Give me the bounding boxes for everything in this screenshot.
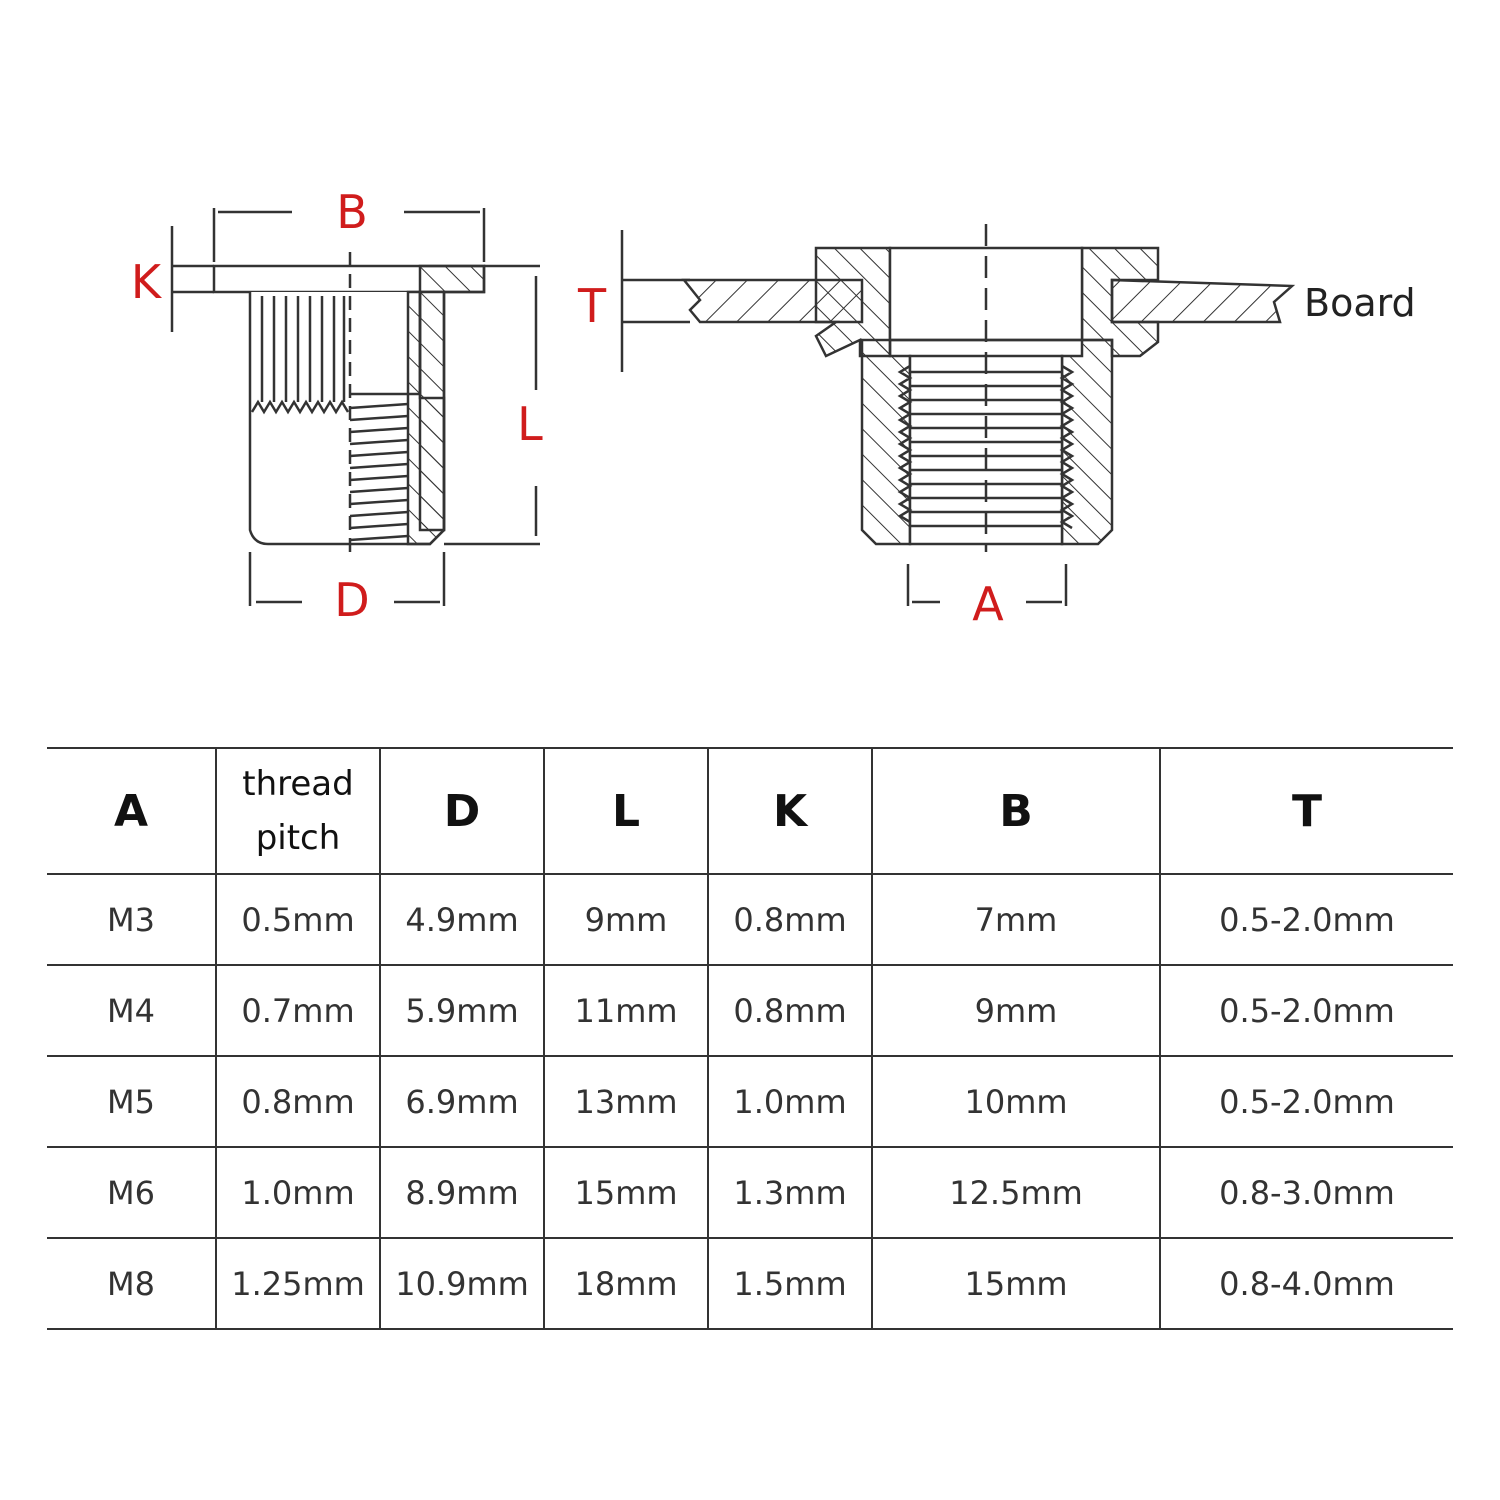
- cell-b: 7mm: [872, 874, 1160, 965]
- table-row: [47, 1056, 1453, 1147]
- side-view-drawing: [172, 208, 540, 606]
- cell-t: 0.8-3.0mm: [1160, 1147, 1453, 1238]
- cell-l: 11mm: [544, 965, 708, 1056]
- header-b: B: [872, 748, 1160, 874]
- cell-l: 15mm: [544, 1147, 708, 1238]
- board-label: Board: [1304, 281, 1416, 325]
- installed-view-drawing: [622, 224, 1292, 606]
- header-l: L: [544, 748, 708, 874]
- cell-d: 5.9mm: [380, 965, 544, 1056]
- cell-a: M8: [47, 1238, 216, 1329]
- header-thread-pitch-text: thread pitch: [242, 764, 354, 858]
- table-row: [47, 1147, 1453, 1238]
- cell-a: M4: [47, 965, 216, 1056]
- header-d: D: [380, 748, 544, 874]
- cell-a: M6: [47, 1147, 216, 1238]
- dim-label-t: T: [577, 279, 607, 333]
- header-row: [47, 748, 1453, 874]
- cell-b: 10mm: [872, 1056, 1160, 1147]
- cell-b: 9mm: [872, 965, 1160, 1056]
- cell-k: 0.8mm: [708, 874, 872, 965]
- dim-label-d: D: [334, 573, 370, 627]
- cell-b: 12.5mm: [872, 1147, 1160, 1238]
- cell-d: 6.9mm: [380, 1056, 544, 1147]
- cell-a: M3: [47, 874, 216, 965]
- flange-section: [420, 266, 484, 292]
- spec-table: [47, 747, 1453, 1330]
- cell-a: M5: [47, 1056, 216, 1147]
- cell-d: 10.9mm: [380, 1238, 544, 1329]
- header-t: T: [1160, 748, 1453, 874]
- rivet-nut-diagram: [0, 0, 1500, 700]
- inner-wall: [420, 292, 444, 530]
- table-row: [47, 874, 1453, 965]
- dim-label-a: A: [972, 577, 1004, 631]
- header-k: K: [708, 748, 872, 874]
- dim-label-l: L: [517, 397, 543, 451]
- cell-pitch: 0.5mm: [216, 874, 380, 965]
- cell-pitch: 1.25mm: [216, 1238, 380, 1329]
- cell-t: 0.5-2.0mm: [1160, 1056, 1453, 1147]
- cell-d: 8.9mm: [380, 1147, 544, 1238]
- header-thread-pitch: [216, 748, 380, 874]
- cell-k: 1.5mm: [708, 1238, 872, 1329]
- dim-label-k: K: [130, 255, 162, 309]
- cell-l: 13mm: [544, 1056, 708, 1147]
- header-a: A: [47, 748, 216, 874]
- cell-pitch: 0.8mm: [216, 1056, 380, 1147]
- board-right: [1112, 280, 1292, 322]
- cell-b: 15mm: [872, 1238, 1160, 1329]
- cell-k: 1.0mm: [708, 1056, 872, 1147]
- cell-k: 0.8mm: [708, 965, 872, 1056]
- table-row: [47, 965, 1453, 1056]
- cell-t: 0.8-4.0mm: [1160, 1238, 1453, 1329]
- cell-k: 1.3mm: [708, 1147, 872, 1238]
- cell-t: 0.5-2.0mm: [1160, 874, 1453, 965]
- cell-d: 4.9mm: [380, 874, 544, 965]
- table-row: [47, 1238, 1453, 1329]
- cell-l: 18mm: [544, 1238, 708, 1329]
- cell-t: 0.5-2.0mm: [1160, 965, 1453, 1056]
- cell-l: 9mm: [544, 874, 708, 965]
- cell-pitch: 0.7mm: [216, 965, 380, 1056]
- cell-pitch: 1.0mm: [216, 1147, 380, 1238]
- dim-label-b: B: [336, 185, 368, 239]
